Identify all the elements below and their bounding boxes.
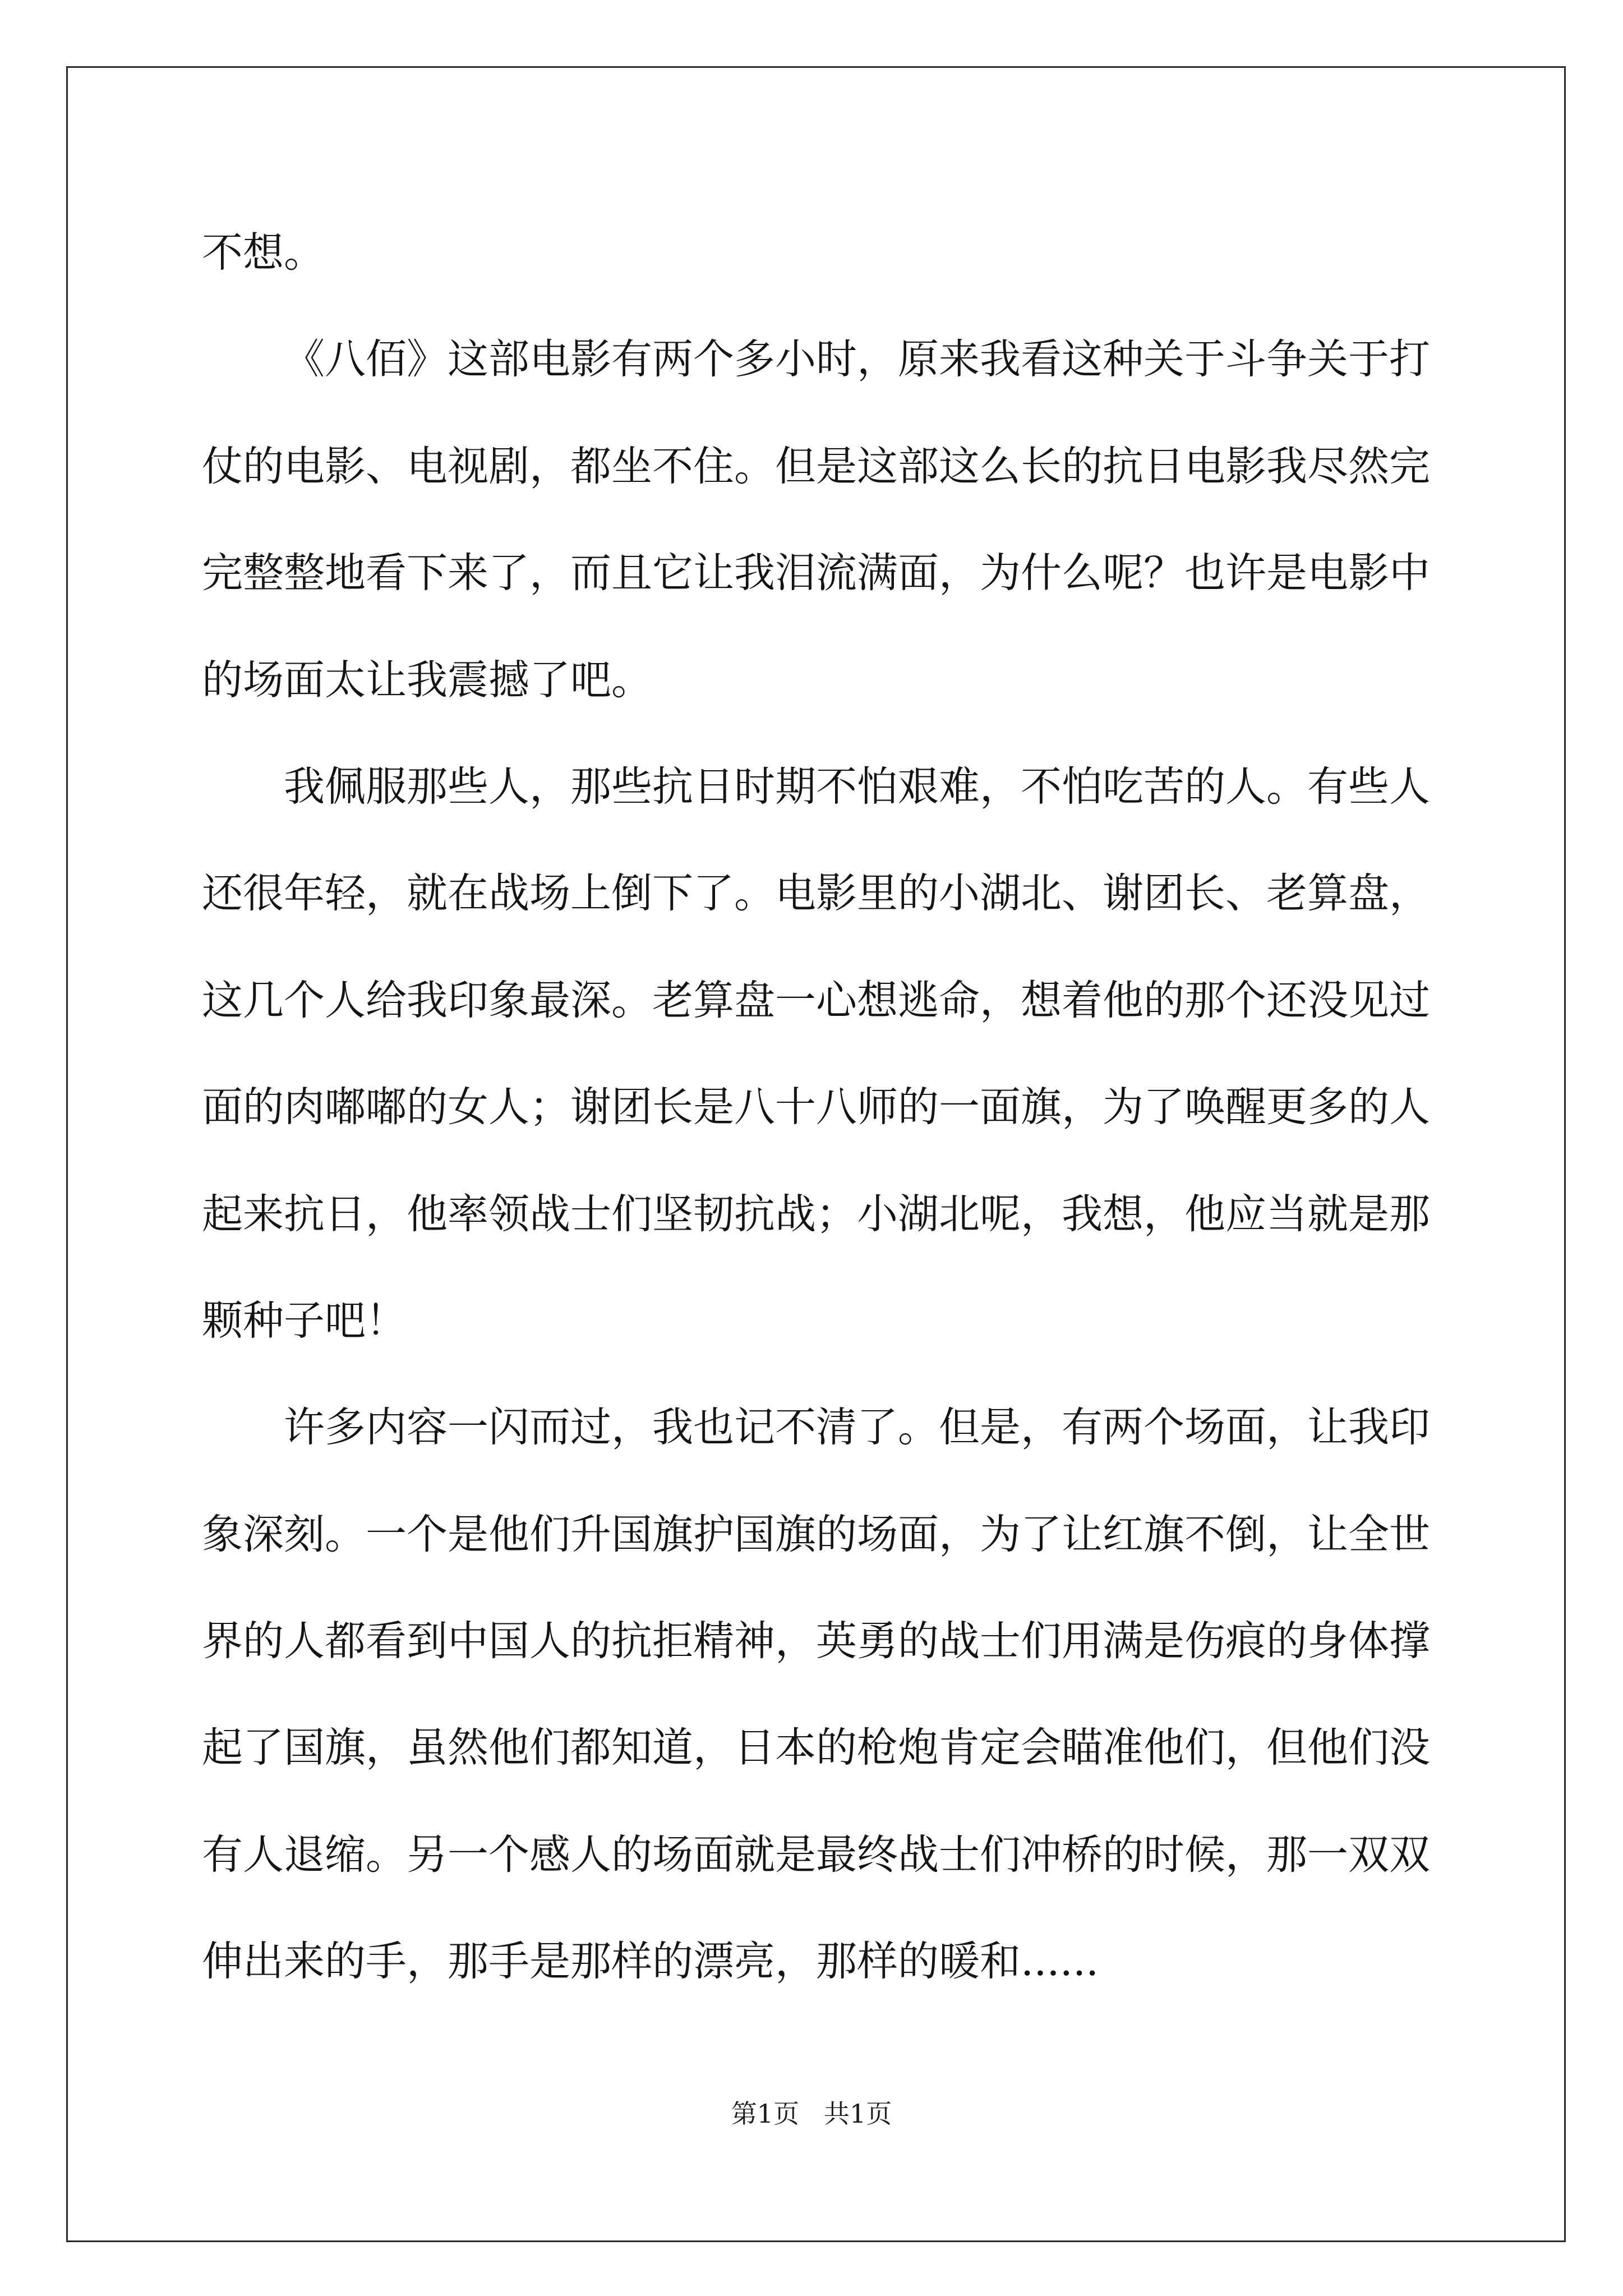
page-number-footer: 第1页 共1页 [731,2099,892,2129]
text-line: 仗的电影、电视剧，都坐不住。但是这部这么长的抗日电影我尽然完 [202,442,1430,490]
text-line: 起来抗日，他率领战士们坚韧抗战；小湖北呢，我想，他应当就是那 [202,1190,1430,1238]
text-line: 《八佰》这部电影有两个多小时，原来我看这种关于斗争关于打 [284,335,1430,384]
text-line: 界的人都看到中国人的抗拒精神，英勇的战士们用满是伤痕的身体撑 [202,1617,1430,1665]
text-line: 不想。 [202,229,325,277]
text-line: 象深刻。一个是他们升国旗护国旗的场面，为了让红旗不倒，让全世 [202,1510,1430,1558]
paragraph [202,306,1436,734]
text-line: 有人退缩。另一个感人的场面就是最终战士们冲桥的时候，那一双双 [202,1830,1430,1879]
text-line: 许多内容一闪而过，我也记不清了。但是，有两个场面，让我印 [284,1404,1430,1452]
paragraph [202,1374,1436,2015]
text-line: 的场面太让我震撼了吧。 [202,656,652,704]
text-line: 这几个人给我印象最深。老算盘一心想逃命，想着他的那个还没见过 [202,976,1430,1024]
document-body [202,200,1436,2016]
paragraph [202,734,1436,1374]
text-line: 我佩服那些人，那些抗日时期不怕艰难，不怕吃苦的人。有些人 [284,762,1430,811]
text-line: 还很年轻，就在战场上倒下了。电影里的小湖北、谢团长、老算盘， [202,869,1430,918]
paragraph [202,200,1436,306]
text-line: 完整整地看下来了，而且它让我泪流满面，为什么呢？也许是电影中 [202,549,1430,597]
text-line: 面的肉嘟嘟的女人；谢团长是八十八师的一面旗，为了唤醒更多的人 [202,1083,1430,1131]
text-line: 伸出来的手，那手是那样的漂亮，那样的暖和...... [202,1938,1099,1986]
text-line: 颗种子吧！ [202,1296,407,1345]
text-line: 起了国旗，虽然他们都知道，日本的枪炮肯定会瞄准他们，但他们没 [202,1724,1430,1772]
